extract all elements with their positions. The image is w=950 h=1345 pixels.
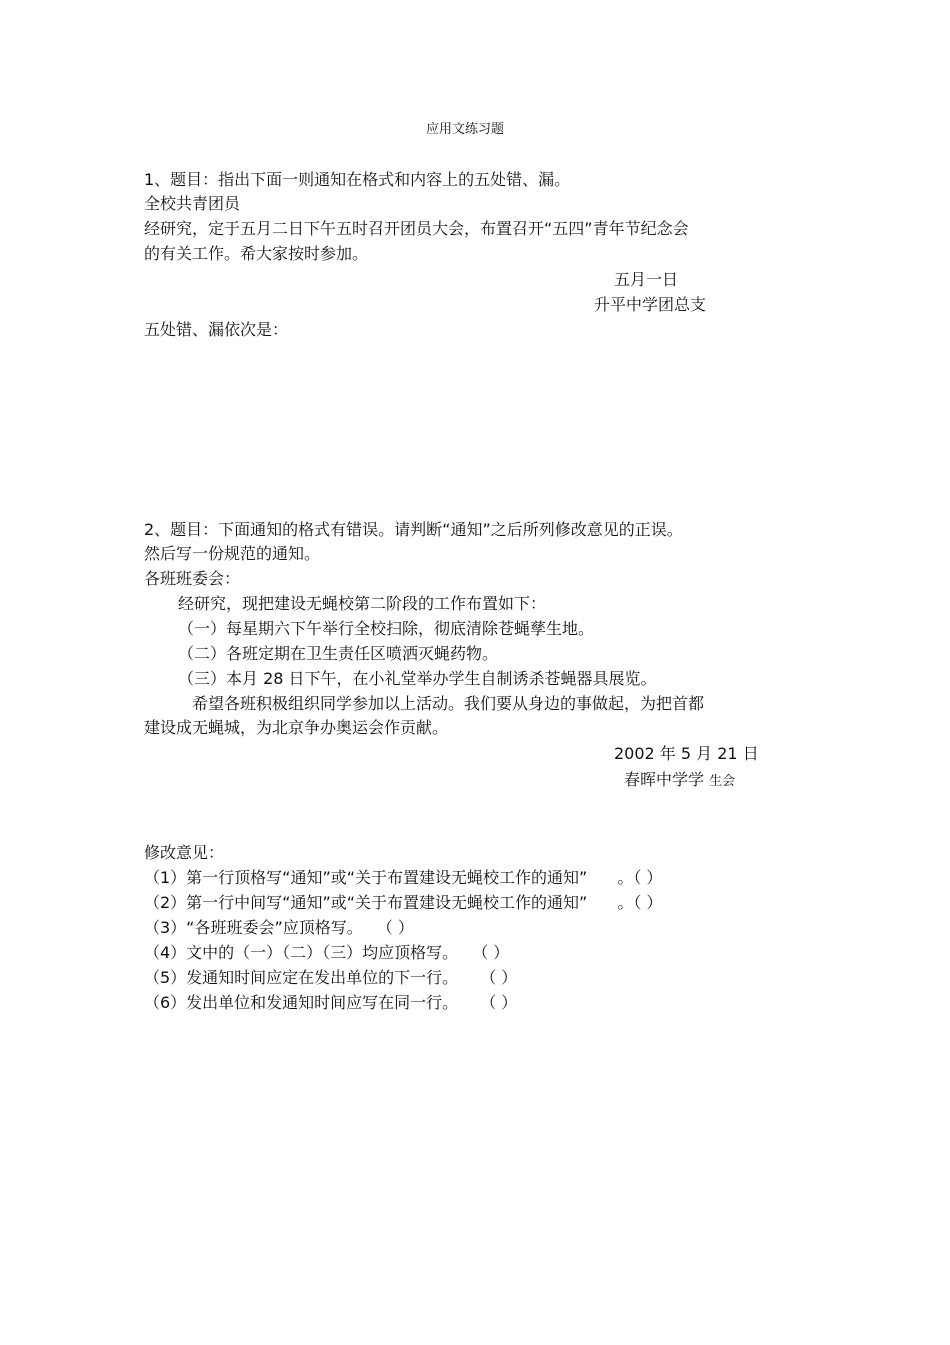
- revision-item-5-text: （5）发通知时间应定在发出单位的下一行。: [144, 968, 459, 987]
- q2-addressee: 各班班委会：: [144, 569, 241, 588]
- q2-prompt-line-2: 然后写一份规范的通知。: [144, 544, 321, 563]
- revision-item-2-text: （2）第一行中间写“通知”或“关于布置建设无蝇校工作的通知”: [144, 893, 588, 912]
- q1-addressee: 全校共青团员: [144, 194, 241, 213]
- revision-item-6-text: （6）发出单位和发通知时间应写在同一行。: [144, 993, 459, 1012]
- q1-answer-label: 五处错、漏依次是：: [144, 320, 289, 339]
- revision-item-5: [144, 968, 517, 988]
- revision-item-2-answer-blank: 。（ ）: [617, 893, 663, 912]
- q1-body-line-2: 的有关工作。希大家按时参加。: [144, 244, 369, 263]
- q2-prompt-line-1: 2、题目：下面通知的格式有错误。请判断“通知”之后所列修改意见的正误。: [144, 520, 683, 539]
- revision-item-4-answer-blank: （ ）: [472, 943, 510, 962]
- q2-date: 2002 年 5 月 21 日: [614, 744, 759, 763]
- revision-item-2: [144, 893, 662, 913]
- q2-signature-main: 春晖中学学: [624, 770, 705, 789]
- revision-item-6-answer-blank: （ ）: [480, 993, 518, 1012]
- revision-item-1-answer-blank: 。（ ）: [617, 868, 663, 887]
- q2-item-2: （二）各班定期在卫生责任区喷洒灭蝇药物。: [178, 644, 499, 663]
- q1-signature: 升平中学团总支: [594, 295, 707, 314]
- q2-closing-line-1: 希望各班积极组织同学参加以上活动。我们要从身边的事做起，为把首都: [192, 694, 705, 713]
- q2-closing-line-2: 建设成无蝇城，为北京争办奥运会作贡献。: [144, 718, 449, 737]
- q2-item-1: （一）每星期六下午举行全校扫除，彻底清除苍蝇孳生地。: [178, 619, 595, 638]
- revision-item-4-text: （4）文中的（一）（二）（三）均应顶格写。: [144, 943, 459, 962]
- page-title: 应用文练习题: [426, 122, 505, 137]
- revision-item-1-text: （1）第一行顶格写“通知”或“关于布置建设无蝇校工作的通知”: [144, 868, 588, 887]
- q1-date: 五月一日: [614, 270, 679, 289]
- revision-item-3-answer-blank: （ ）: [376, 918, 414, 937]
- revision-item-6: [144, 993, 517, 1013]
- q1-body-line-1: 经研究，定于五月二日下午五时召开团员大会，布置召开“五四”青年节纪念会: [144, 219, 689, 238]
- q1-prompt: 1、题目：指出下面一则通知在格式和内容上的五处错、漏。: [144, 170, 571, 189]
- revision-item-5-answer-blank: （ ）: [480, 968, 518, 987]
- q2-item-3: （三）本月 28 日下午，在小礼堂举办学生自制诱杀苍蝇器具展览。: [178, 669, 657, 688]
- revision-item-3: [144, 918, 414, 938]
- revision-item-3-text: （3）“各班班委会”应顶格写。: [144, 918, 363, 937]
- revision-item-1: [144, 868, 662, 888]
- q2-signature: [624, 770, 735, 792]
- revisions-label: 修改意见：: [144, 843, 225, 862]
- q2-intro: 经研究，现把建设无蝇校第二阶段的工作布置如下：: [178, 594, 547, 613]
- revision-item-4: [144, 943, 509, 963]
- q2-signature-small: 生会: [709, 774, 736, 789]
